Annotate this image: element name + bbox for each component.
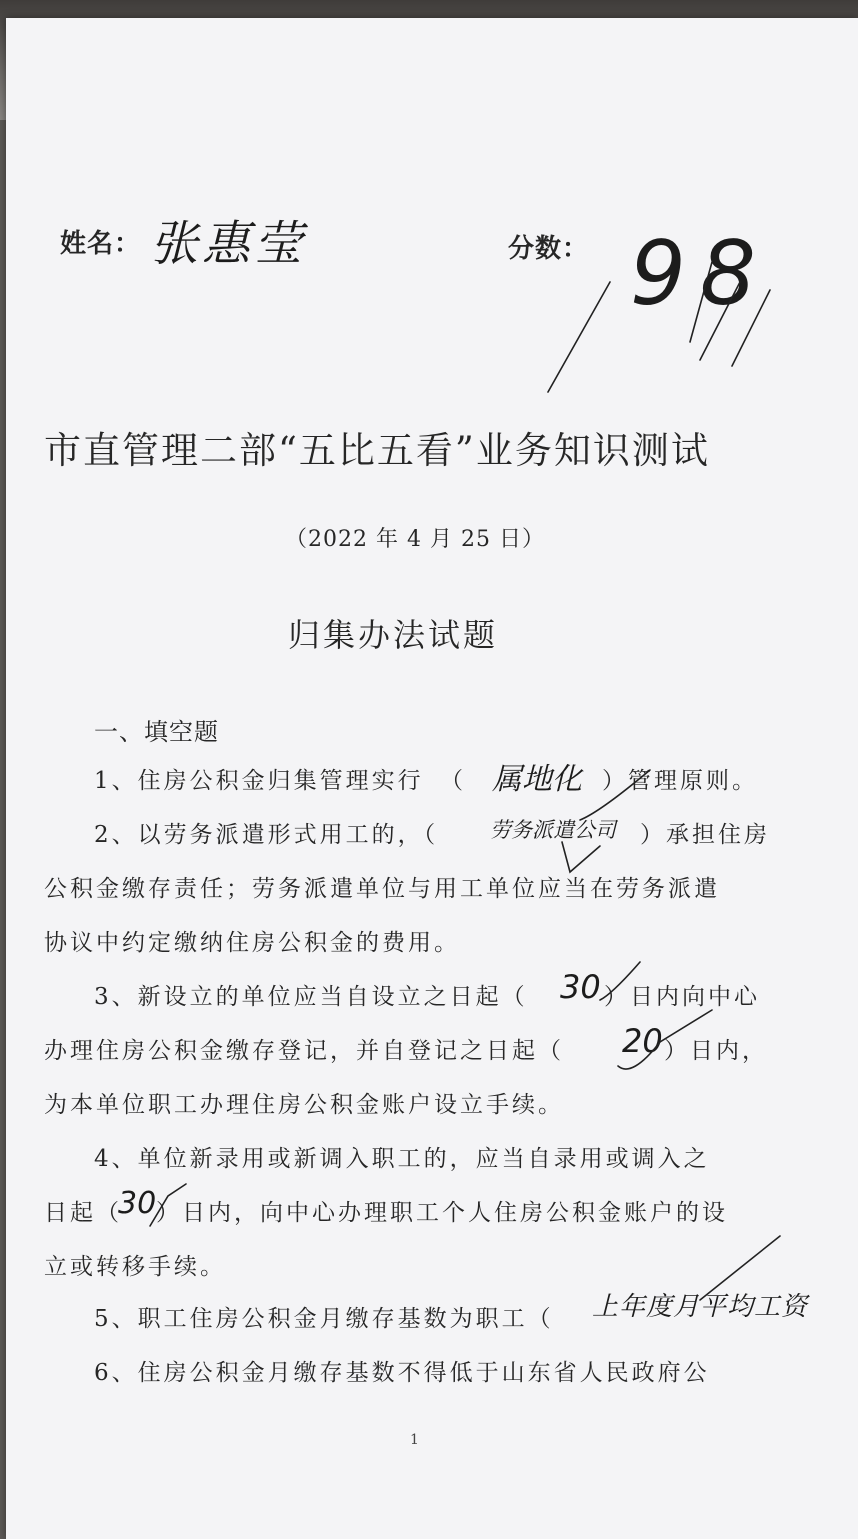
q3-answer-2: 20	[622, 1022, 663, 1060]
q2-text-b: ）承担住房	[640, 822, 770, 848]
q5-text-a: 5、职工住房公积金月缴存基数为职工（	[94, 1306, 554, 1332]
q3-answer-1: 30	[560, 968, 601, 1006]
q2-line-2: 公积金缴存责任；劳务派遣单位与用工单位应当在劳务派遣	[44, 876, 720, 902]
q3-text-c: 办理住房公积金缴存登记，并自登记之日起（	[44, 1038, 564, 1064]
name-handwritten: 张惠莹	[150, 216, 307, 272]
name-label: 姓名：	[60, 229, 142, 259]
q2-text-a: 2、以劳务派遣形式用工的，（	[94, 822, 439, 848]
q4-line-3: 立或转移手续。	[44, 1254, 226, 1280]
q6-line-1: 6、住房公积金月缴存基数不得低于山东省人民政府公	[94, 1360, 710, 1386]
q1-text-a: 1、住房公积金归集管理实行	[94, 768, 424, 794]
score-label: 分数：	[508, 234, 590, 264]
q2-line-3: 协议中约定缴纳住房公积金的费用。	[44, 930, 460, 956]
q3-text-d: ）日内，	[664, 1038, 768, 1064]
test-date: （2022 年 4 月 25 日）	[285, 527, 545, 552]
q5-answer: 上年度月平均工资	[592, 1292, 809, 1322]
q2-answer: 劳务派遣公司	[490, 818, 616, 842]
q4-line-1: 4、单位新录用或新调入职工的，应当自录用或调入之	[94, 1146, 710, 1172]
q3-line-3: 为本单位职工办理住房公积金账户设立手续。	[44, 1092, 564, 1118]
page-number: 1	[410, 1432, 419, 1448]
q3-text-a: 3、新设立的单位应当自设立之日起（	[94, 984, 528, 1010]
q4-text-b: ）日内，向中心办理职工个人住房公积金账户的设	[156, 1200, 728, 1226]
q1-bracket-open: （	[440, 768, 466, 794]
page-subtitle: 归集办法试题	[288, 616, 499, 654]
q1-answer: 属地化	[492, 762, 582, 797]
q1-text-c: ）管理原则。	[602, 768, 758, 794]
q4-text-a: 日起（	[44, 1200, 122, 1226]
page-title: 市直管理二部“五比五看”业务知识测试	[44, 429, 710, 472]
score-handwritten: 98	[630, 222, 770, 325]
q4-answer: 30	[118, 1186, 157, 1221]
q3-text-b: ）日内向中心	[604, 984, 760, 1010]
section-heading: 一、填空题	[94, 718, 219, 746]
